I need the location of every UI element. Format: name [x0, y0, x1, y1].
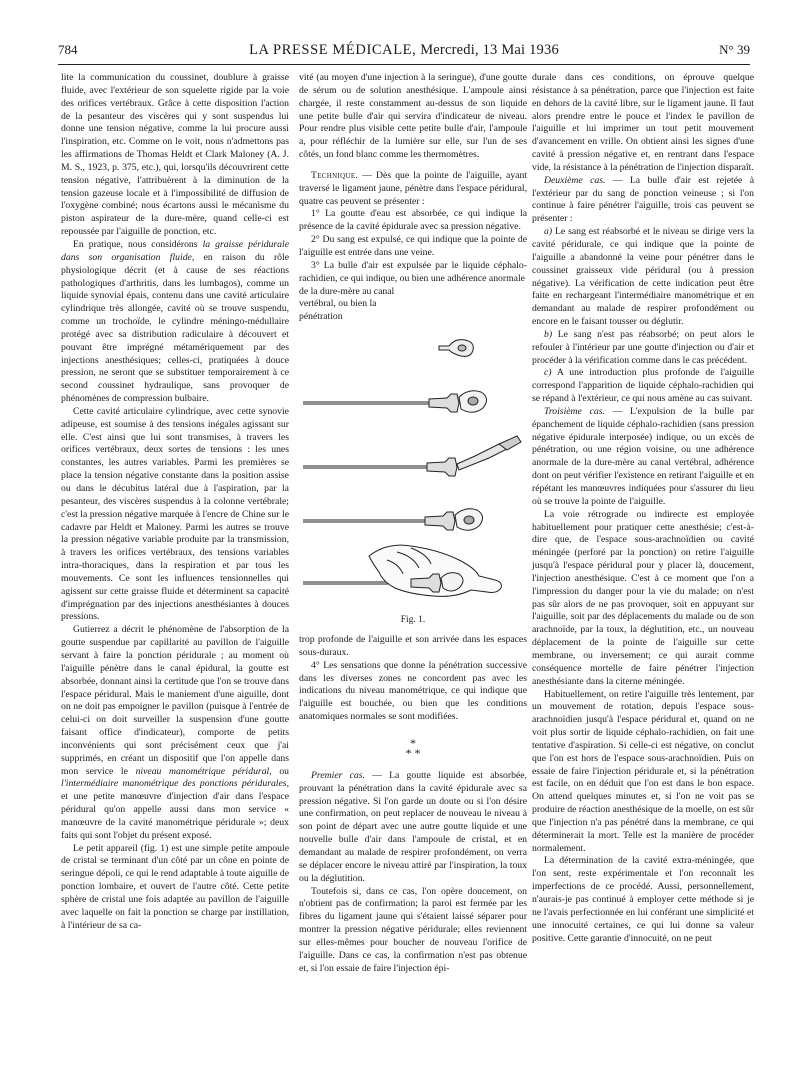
page-header — [58, 42, 750, 64]
paragraph: Technique. — Dès que la pointe de l'aiguille, ayant traversé le ligament jaune, pénètre dans l'espace péridural, quatre cas peuvent se présenter : — [299, 169, 527, 207]
paragraph: Premier cas. — La goutte liquide est absorbée, prouvant la pénétration dans la cavité épidurale avec sa pression négative. Si l'on garde un doute ou si l'on désire une confirmation, on peut replacer de nouveau le niveau à son point de départ avec une autre goutte liquide et une nouvelle bulle d'air dans l'ampoule de cristal, et en demandant au malade de respirer profondément, on verra se déplacer encore le niveau attiré par l'inspiration, la toux ou la déglutition. — [299, 769, 527, 884]
ampoule-drawing — [439, 340, 473, 357]
list-item: c) A une introduction plus profonde de l'aiguille correspond l'apparition de liquide céphalo-rachidien qui se répand à l'extérieur, ce qui nous amène au cas suivant. — [532, 367, 754, 405]
column-2 — [299, 72, 527, 975]
list-item-continued: trop profonde de l'aiguille et son arrivée dans les espaces sous-duraux. — [299, 634, 527, 658]
paragraph: La détermination de la cavité extra-méningée, que l'on sent, reste expérimentale et l'on reconnaît les imperfections de ce procédé. Aussi, personnellement, n'aurais-je pas continué à employer cette méthode si je ne l'avais perfectionnée en lui conférant une simplicité et une innocuité certaines, ce qui lui donne sa valeur positive. Cette garantie d'innocuité, on ne peut — [532, 855, 754, 944]
paragraph: durale dans ces conditions, on éprouve quelque résistance à sa pénétration, parce que l'injection est faite en dehors de la cavité libre, sur le ligament jaune. Il faut alors prendre entre le pouce et l'index le pavillon de l'aiguille et lui imprimer un tout petit mouvement d'avancement en vrille. On obtient ainsi les signes d'une cavité à pression négative et, en rentrant dans l'espace vide, la résistance à la pénétration de l'injection disparaît. — [532, 72, 754, 173]
list-item-continued: de la dure-mère au canal vertébral, ou bien la pénétration — [299, 285, 395, 323]
page-number: 784 — [58, 42, 78, 57]
paragraph: Cette cavité articulaire cylindrique, avec cette synovie adipeuse, est soumise à des tensions inégales agissant sur elle. C'est ainsi que lui sont transmises, à travers les orifices vertébraux, deux sortes de tensions : les unes constantes, les autres variables. Parmi les premières se place la tension négative constante dans la position assise ou dans le décubitus latéral due à l'aspiration, par la pesanteur, des viscères suspendus à la colonne vertébrale; c'est la pression négative marquée à l'encre de Chine sur le cadavre par Heldt et Maloney. Parmi les autres se trouve la pression négative variable produite par la transmission, à travers les orifices vertébraux, des tensions variables intra-thoraciques, dans la respiration et par tous les mouvements. Ce sont les influences tensionnelles qui agissent sur cette graisse fluide et déterminent sa capacité d'imprégnation par des injections anesthésiantes à douces pressions. — [61, 405, 289, 623]
list-item: 3° La bulle d'air est expulsée par le liquide céphalo-rachidien, ce qui indique, ou bien une adhérence anormale — [299, 259, 527, 284]
paragraph: En pratique, nous considérons la graisse péridurale dans son organisation fluide, en raison du rôle physiologique décrit (et à cause de ses réactions pathologiques d'arthritis, dans les lumbagos), comme un liquide synovial épais, contenu dans une cavité articulaire cylindrique très allongée, cavité où se trouve suspendu, comme un trochoïde, le cylindre méningo-médullaire protégé avec sa distribution radiculaire à découvert et pouvant être imprégné métamériquement par des injections anesthésiques; celles-ci, pratiquées à douce pression, ne seront que se substituer temporairement à ce second coussinet hydraulique, sans provoquer de phénomènes de compression bulbaire. — [61, 238, 290, 405]
figure-caption: Fig. 1. — [400, 615, 426, 626]
issue-number: N° 39 — [719, 42, 750, 57]
list-item: b) Le sang n'est pas réabsorbé; on peut alors le refouler à l'intérieur par une goutte d'injection ou d'air et procéder à la vérification comme dans le cas précédent. — [532, 328, 754, 366]
journal-name: LA PRESSE MÉDICALE, — [249, 42, 417, 58]
issue-date: Mercredi, 13 Mai 1936 — [420, 42, 559, 58]
paragraph: Gutierrez a décrit le phénomène de l'absorption de la goutte suspendue par capillarité au pavillon de l'aiguille servant à faire la ponction péridurale ; au moment où l'aiguille pénètre dans le canal épidural, la goutte est absorbée, donnant ainsi la certitude que l'on se trouve dans l'espace péridural. Mais le maniement d'une aiguille, dont on ne doit pas empoigner le pavillon (puisque à l'entrée de celui-ci on doit surveiller la suspension d'une goutte faisant office d'indicateur), comporte de petits inconvénients qui sont précisément ceux que j'ai supprimés, en créant un dispositif que l'on appelle dans mon service le niveau manométrique péridural, ou l'intermédiaire manométrique des ponctions péridurales, et une petite manœuvre d'injection d'air dans l'espace péridural qu'on appelle aussi dans mon service « manœuvre de la cavité manométrique péridurale »; deux faits qui sont l'objet du présent exposé. — [61, 624, 289, 841]
paragraph: Le petit appareil (fig. 1) est une simple petite ampoule de cristal se terminant d'un côté par un cône en pointe de seringue dépoli, ce qui le rend adaptable à toute aiguille de ponction lombaire, et ouvert de l'autre côté. Cette petite sphère de cristal une fois adaptée au pavillon de l'aiguille avec laquelle on fait la ponction se charge par instillation, à l'intérieur de sa ca- — [61, 842, 289, 931]
paragraph: vité (au moyen d'une injection à la seringue), d'une goutte de sérum ou de solution anesthésique. L'ampoule ainsi chargée, il reste constamment au-dessus de son liquide une petite bulle d'air qui servira d'indicateur de niveau. Pour rendre plus visible cette petite bulle d'air, l'ampoule a, pour réfléchir de la lumière sur elle, sur l'un de ses côtés, un fond blanc comme les thermomètres. — [299, 72, 527, 161]
paragraph: Deuxième cas. — La bulle d'air est rejetée à l'extérieur par du sang de ponction veineuse ; si l'on continue à faire pénétrer l'aiguille, trois cas peuvent se présenter : — [532, 174, 754, 225]
list-item: 1° La goutte d'eau est absorbée, ce qui indique la présence de la cavité épidurale avec sa pression négative. — [299, 208, 527, 233]
needle-drawing-3 — [303, 509, 483, 530]
paragraph: Toutefois si, dans ce cas, l'on opère doucement, on n'obtient pas de confirmation; la paroi est fermée par les fibres du ligament jaune qui s'étaient laissé séparer pour montrer la pression négative péridurale; elles reviennent sur elles-mêmes pour boucher de nouveau l'orifice de l'aiguille. Dans ce cas, la confirmation n'est pas obtenue et, si l'on essaie de faire l'injection épi- — [299, 885, 527, 974]
paragraph: La voie rétrograde ou indirecte est employée habituellement pour pratiquer cette anesthésie; c'est-à-dire que, de l'espace sous-arachnoïdien ou cavité méningée (perforé par la ponction) on retire l'aiguille jusqu'à l'espace péridural pour y placer là, doucement, l'injection anesthésique. C'est à ce moment que l'on a l'impression du danger pour la vie du malade; on n'est pas sûr alors de ne pas provoquer, soit en appuyant sur l'aiguille, soit par des déplacements du malade ou de son arachnoïde, par la toux, la déglutition, etc., un nouveau déplacement de la pointe de l'aiguille sur cette membrane, ou inversement; ce qui aurait comme conséquence mortelle de faire pénétrer l'injection anesthésiante dans la citerne méningée. — [532, 508, 754, 687]
case-label: Deuxième cas. — [544, 174, 606, 186]
running-title — [58, 42, 750, 59]
needle-drawing-1 — [303, 391, 487, 412]
section-label: Technique. — [311, 169, 359, 181]
section-separator: * * * — [405, 735, 421, 760]
case-label: Troisième cas. — [544, 405, 605, 417]
needle-manometer-illustration — [299, 324, 527, 614]
needle-drawing-2 — [303, 436, 521, 476]
list-item: 4° Les sensations que donne la pénétration successive dans les diverses zones ne concordent pas avec les indications du niveau manométrique, ce qui indique que l'aiguille est bouchée, ou bien que les conditions anatomiques normales se sont modifiées. — [299, 659, 527, 723]
figure-1 — [299, 324, 527, 634]
header-rule — [58, 64, 750, 65]
column-3 — [532, 72, 754, 945]
paragraph: Troisième cas. — L'expulsion de la bulle par épanchement de liquide céphalo-rachidien (sans pression négative épidurale interposée) indique, ou un excès de pénétration, ou une région voisine, ou une adhérence anormale de la dure-mère au canal vertébral, adhérence dont on peut vérifier l'existence en retirant l'aiguille et en répétant les manœuvres indiquées pour s'assurer du lieu où se trouve la pointe de l'aiguille. — [532, 405, 754, 507]
list-item: a) Le sang est réabsorbé et le niveau se dirige vers la cavité péridurale, ce qui indique que la pointe de l'aiguille a abandonné la veine pour pénétrer dans le coussinet graisseux vide péridural (ou à pression négative). La vérification de cette indication peut être faite en rechargeant l'intermédiaire manométrique et en demandant au malade de respirer profondément ou encore en le faisant tousser ou déglutir. — [532, 226, 754, 328]
list-item: 2° Du sang est expulsé, ce qui indique que la pointe de l'aiguille est entrée dans une veine. — [299, 234, 527, 258]
paragraph: Habituellement, on retire l'aiguille très lentement, par un mouvement de rotation, depuis l'espace sous-arachnoïdien jusqu'à l'espace péridural et, quand on ne voit plus sortir de liquide céphalo-rachidien, on fait une tentative d'aspiration. Si celle-ci est négative, on conclut que l'on est hors de l'espace sous-arachnoïdien. Puis on essaie de faire l'injection péridurale et, si la pénétration est facile, on en déduit que l'on est dans le bon espace. On attend quelques minutes et, si l'on ne voit pas se produire de réaction anesthésique de la moelle, on est sûr que l'injection n'a pas pénétré dans la membrane, ce qui déterminerait la mort. Telle est la manière de procéder normalement. — [532, 688, 754, 854]
case-label: Premier cas. — [311, 769, 365, 781]
paragraph: lite la communication du coussinet, doublure à graisse fluide, avec l'extérieur de son squelette rigide par la voie des orifices vertébraux. Grâce à cette disposition l'action de la pesanteur des viscères qui y sont suspendus lui donne une tension négative, comme la lui procure aussi l'inspiration, etc. Comme on le voit, nous n'admettons pas les affirmations de Thomas Heldt et Clark Maloney (A. J. M. S., 1923, p. 375, etc.), qui, lorsqu'ils découvrirent cette tension négative, l'attribuèrent à la diminution de la tension gazeuse locale et à l'impossibilité de diffusion de l'oxygène combiné; nous écartons aussi le mécanisme du piston aspirateur de la dure-mère, quand celle-ci est repoussée par l'aiguille de ponction, etc. — [61, 72, 289, 238]
hand-drawing — [303, 545, 501, 596]
column-1 — [61, 72, 289, 933]
